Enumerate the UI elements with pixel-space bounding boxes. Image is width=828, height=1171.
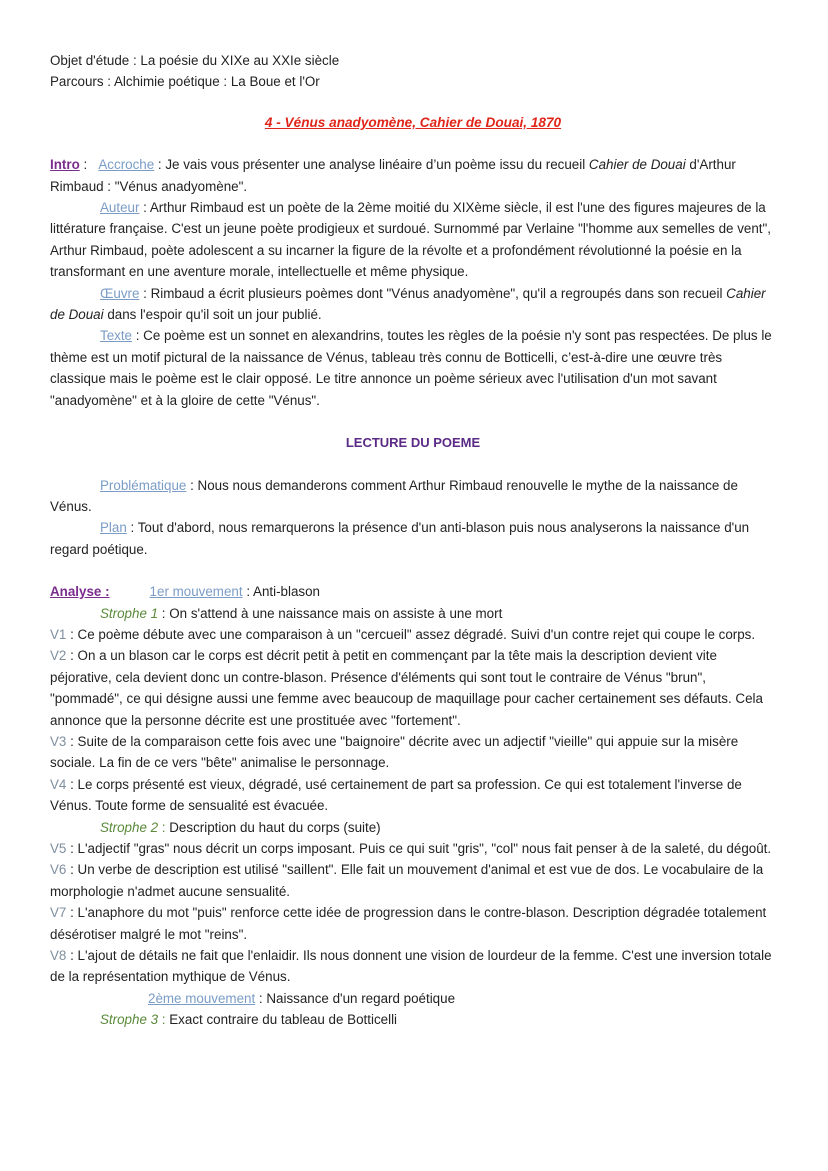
verse-text: : On a un blason car le corps est décrit petit à petit en commençant par la tête mais la description devient vite péjorative, cela devient donc un contre-blason. Présence d'éléments qui sont tout le contraire de Vénus "brun", "pommadé", ce qui désigne aussi une femme avec beaucoup de maquillage pour cacher certainement ses défauts. Cela annonce que la personne décrite est une prostituée avec "fortement". [50,648,763,728]
accroche-book: Cahier de Douai [588,157,686,173]
oeuvre-book: Cahier de Douai [50,285,766,323]
verse-text: : L'anaphore du mot "puis" renforce cette idée de progression dans le contre-blason. Description dégradée totalement désérotiser malgré le mot "reins". [50,905,767,942]
verse-number: V8 [50,948,67,964]
accroche-text-b: d'Arthur Rimbaud : "Vénus anadyomène". [50,157,736,194]
verse-v7 [50,902,776,945]
verse-v5 [50,838,776,859]
strophe-1 [50,603,776,624]
verse-number: V7 [50,905,67,921]
verses-group-1 [50,624,776,817]
verse-v3 [50,731,776,774]
accroche-text-a: : Je vais vous présenter une analyse linéaire d’un poème issu du recueil [154,157,589,173]
mouvement-2-sep: : [255,990,263,1006]
plan [50,517,776,560]
oeuvre-text-a: : Rimbaud a écrit plusieurs poèmes dont "Vénus anadyomène", qu'il a regroupés dans son recueil [139,285,727,301]
problematique-label: Problématique [100,477,187,493]
verse-v4 [50,774,776,817]
verse-v6 [50,859,776,902]
verse-number: V6 [50,862,67,878]
verse-text: : Le corps présenté est vieux, dégradé, usé certainement de part sa profession. Ce qui est totalement l'inverse de Vénus. Toute forme de sensualité est évacuée. [50,776,742,814]
verse-text: : L'ajout de détails ne fait que l'enlaidir. Ils nous donnent une vision de lourdeur de la femme. C'est une inversion totale de la représentation mythique de Vénus. [50,948,772,985]
document-title: 4 - Vénus anadyomène, Cahier de Douai, 1870 [264,114,562,130]
mouvement-2-label: 2ème mouvement [148,990,256,1006]
verse-number: V1 [50,626,67,642]
oeuvre-text-b: dans l'espoir qu'il soit un jour publié. [103,307,322,323]
mouvement-2 [50,988,776,1009]
verse-v1 [50,624,776,645]
strophe-3-label: Strophe 3 [100,1012,159,1028]
intro-label-sep: : [79,157,88,173]
strophe-2 [50,817,776,838]
plan-text: : Tout d'abord, nous remarquerons la présence d'un anti-blason puis nous analyserons la naissance d'un regard poétique. [50,520,750,557]
accroche-label: Accroche [98,157,155,173]
verse-number: V5 [50,841,67,856]
texte-text: : Ce poème est un sonnet en alexandrins, toutes les règles de la poésie n'y sont pas respectées. De plus le thème est un motif pictural de la naissance de Vénus, tableau très connu de Botticelli, c’est-à-dire une œuvre très classique mais le poème est le clair opposé. Le titre annonce un poème sérieux avec l'utilisation d'un mot savant "anadyomène" et à la gloire de cette "Vénus". [50,328,772,408]
mouvement-2-text: Naissance d'un regard poétique [262,990,456,1006]
verse-number: V4 [50,776,67,792]
intro-label: Intro [50,157,80,173]
verse-text: : Suite de la comparaison cette fois avec une "baignoire" décrite avec un adjectif "vieille" qui appuie sur la misère sociale. La fin de ce vers "bête" animalise le personnage. [50,733,739,771]
verse-v8 [50,945,776,988]
auteur-label: Auteur [100,200,140,216]
section-heading-lecture: LECTURE DU POEME [345,435,481,451]
mouvement-1-text: : Anti-blason [242,584,321,600]
header-line-2: Parcours : Alchimie poétique : La Boue et l'Or [50,74,320,90]
verses-group-2 [50,838,776,988]
header-line-1: Objet d'étude : La poésie du XIXe au XXIe siècle [50,53,340,68]
strophe-3 [50,1009,776,1030]
strophe-2-sep: : [158,819,166,835]
problematique-text: : Nous nous demanderons comment Arthur Rimbaud renouvelle le mythe de la naissance de Vénus. [50,477,738,514]
verse-text: : Un verbe de description est utilisé "saillent". Elle fait un mouvement d'animal et est vue de dos. Le vocabulaire de la morphologie n'admet aucune sensualité. [50,862,764,899]
intro-texte [50,325,776,411]
strophe-1-label: Strophe 1 [100,605,159,621]
intro-accroche [50,154,776,197]
intro-auteur [50,197,776,283]
document-content [50,50,776,1031]
oeuvre-label: Œuvre [100,285,140,301]
problematique [50,475,776,518]
mouvement-1-label: 1er mouvement [149,584,243,600]
verse-number: V2 [50,648,67,664]
strophe-2-text: Description du haut du corps (suite) [165,819,381,835]
strophe-3-sep: : [158,1012,166,1028]
verse-text: : Ce poème débute avec une comparaison à un "cercueil" assez dégradé. Suivi d'un contre rejet qui coupe le corps. [66,626,756,642]
intro-oeuvre [50,283,776,326]
analyse-label: Analyse : [50,584,110,600]
auteur-text: : Arthur Rimbaud est un poète de la 2ème moitié du XIXème siècle, il est l'une des figures majeures de la littérature française. C'est un jeune poète prodigieux et surdoué. Surnommé par Verlaine "l'homme aux semelles de vent", Arthur Rimbaud, poète adolescent a su incarner la figure de la révolte et a profondément révolutionné la poésie en la transformant en une aventure morale, intellectuelle et même physique. [50,200,771,280]
strophe-2-label: Strophe 2 [100,819,159,835]
verse-v2 [50,645,776,731]
verse-number: V3 [50,733,67,749]
analyse-mouvement-1 [50,581,776,602]
verse-text: : L'adjectif "gras" nous décrit un corps imposant. Puis ce qui suit "gris", "col" nous fait penser à de la saleté, du dégoût. [66,841,772,856]
texte-label: Texte [100,328,133,344]
strophe-1-text: : On s'attend à une naissance mais on assiste à une mort [158,605,503,621]
plan-label: Plan [100,520,127,536]
strophe-3-text: Exact contraire du tableau de Botticelli [165,1012,398,1028]
